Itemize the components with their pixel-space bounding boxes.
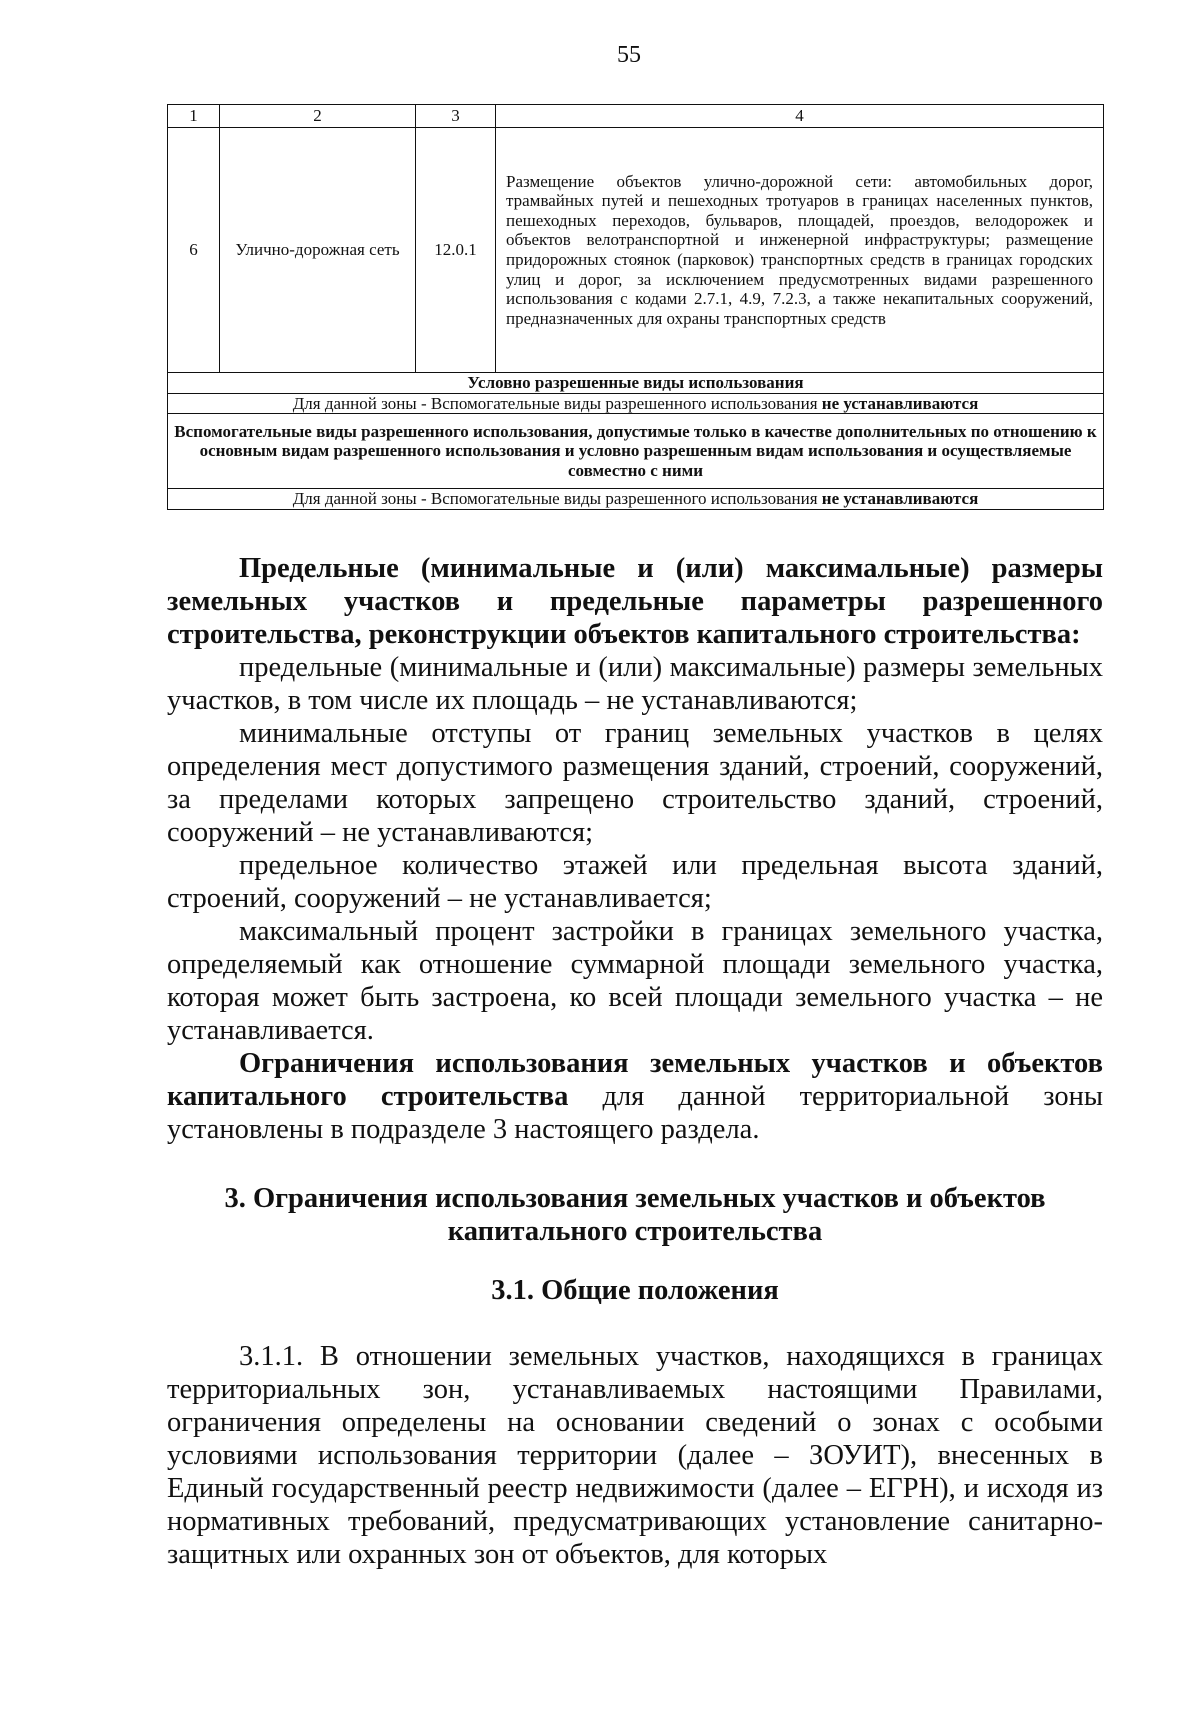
- section-3-1-subtitle: 3.1. Общие положения: [491, 1275, 779, 1306]
- restrictions-rest: для данной территориальной зоны установлены в подразделе 3 настоящего раздела.: [167, 1081, 1103, 1145]
- section-3: [167, 1182, 1103, 1248]
- table-row: [168, 128, 1104, 373]
- page-number: 55: [617, 42, 641, 68]
- note-cell-1: [168, 393, 1104, 414]
- limits-heading: Предельные (минимальные и (или) максимальные) размеры земельных участков и предельные параметры разрешенного строительства, реконструкции объектов капитального строительства:: [167, 553, 1103, 650]
- note-row-2: [168, 489, 1104, 510]
- conditional-uses-title: Условно разрешенные виды использования: [168, 373, 1104, 394]
- row-number: 6: [168, 128, 220, 373]
- section-3-title-line-2: капитального строительства: [447, 1216, 823, 1247]
- header-cell-4: 4: [496, 105, 1104, 128]
- section-3-1: [167, 1274, 1103, 1307]
- land-use-table: [167, 104, 1104, 510]
- note-2-bold: не устанавливаются: [821, 489, 979, 509]
- note-1-text: Для данной зоны - Вспомогательные виды разрешенного использования: [292, 393, 822, 413]
- note-cell-2: [168, 489, 1104, 510]
- conditional-uses-row: [168, 373, 1104, 394]
- header-cell-1: 1: [168, 105, 220, 128]
- note-row-1: [168, 393, 1104, 414]
- limits-item-3: предельное количество этажей или предельная высота зданий, строений, сооружений – не устанавливается;: [167, 850, 1103, 914]
- use-type-code: 12.0.1: [416, 128, 496, 373]
- paragraph-3-1-1: 3.1.1. В отношении земельных участков, находящихся в границах территориальных зон, устанавливаемых настоящими Правилами, ограничения определены на основании сведений о зонах с особыми условиями использования территории (далее – ЗОУИТ), внесенных в Единый государственный реестр недвижимости (далее – ЕГРН), и исходя из нормативных требований, предусматривающих установление санитарно-защитных или охранных зон от объектов, для которых: [167, 1341, 1103, 1570]
- limits-item-4: максимальный процент застройки в границах земельного участка, определяемый как отношение суммарной площади земельного участка, которая может быть застроена, ко всей площади земельного участка – не устанавливается.: [167, 916, 1103, 1046]
- section-3-title-line-1: 3. Ограничения использования земельных участков и объектов: [224, 1183, 1046, 1214]
- note-2-text: Для данной зоны - Вспомогательные виды разрешенного использования: [292, 489, 822, 509]
- use-type-name: Улично-дорожная сеть: [220, 128, 416, 373]
- table-header-row: [168, 105, 1104, 128]
- limits-section: [167, 552, 1103, 1146]
- use-type-description: Размещение объектов улично-дорожной сети: автомобильных дорог, трамвайных путей и пешеходных тротуаров в границах населенных пунктов, пешеходных переходов, бульваров, площадей, проездов, велодорожек и объектов велотранспортной и инженерной инфраструктуры; размещение придорожных стоянок (парковок) транспортных средств в границах городских улиц и дорог, за исключением предусмотренных видами разрешенного использования с кодами 2.7.1, 4.9, 7.2.3, а также некапитальных сооружений, предназначенных для охраны транспортных средств: [496, 128, 1104, 373]
- aux-uses-title: Вспомогательные виды разрешенного использования, допустимые только в качестве дополнительных по отношению к основным видам разрешенного использования и условно разрешенным видам использования и осуществляемые совместно с ними: [168, 414, 1104, 489]
- limits-item-2: минимальные отступы от границ земельных участков в целях определения мест допустимого размещения зданий, строений, сооружений, за пределами которых запрещено строительство зданий, строений, сооружений – не устанавливаются;: [167, 718, 1103, 848]
- header-cell-2: 2: [220, 105, 416, 128]
- limits-item-1: предельные (минимальные и (или) максимальные) размеры земельных участков, в том числе их площадь – не устанавливаются;: [167, 652, 1103, 716]
- restrictions-paragraph: [167, 1047, 1103, 1146]
- note-1-bold: не устанавливаются: [821, 393, 979, 413]
- aux-uses-row: [168, 414, 1104, 489]
- section-3-1-body: [167, 1340, 1103, 1571]
- restrictions-bold: Ограничения использования земельных участков и объектов капитального строительства: [167, 1048, 1103, 1112]
- header-cell-3: 3: [416, 105, 496, 128]
